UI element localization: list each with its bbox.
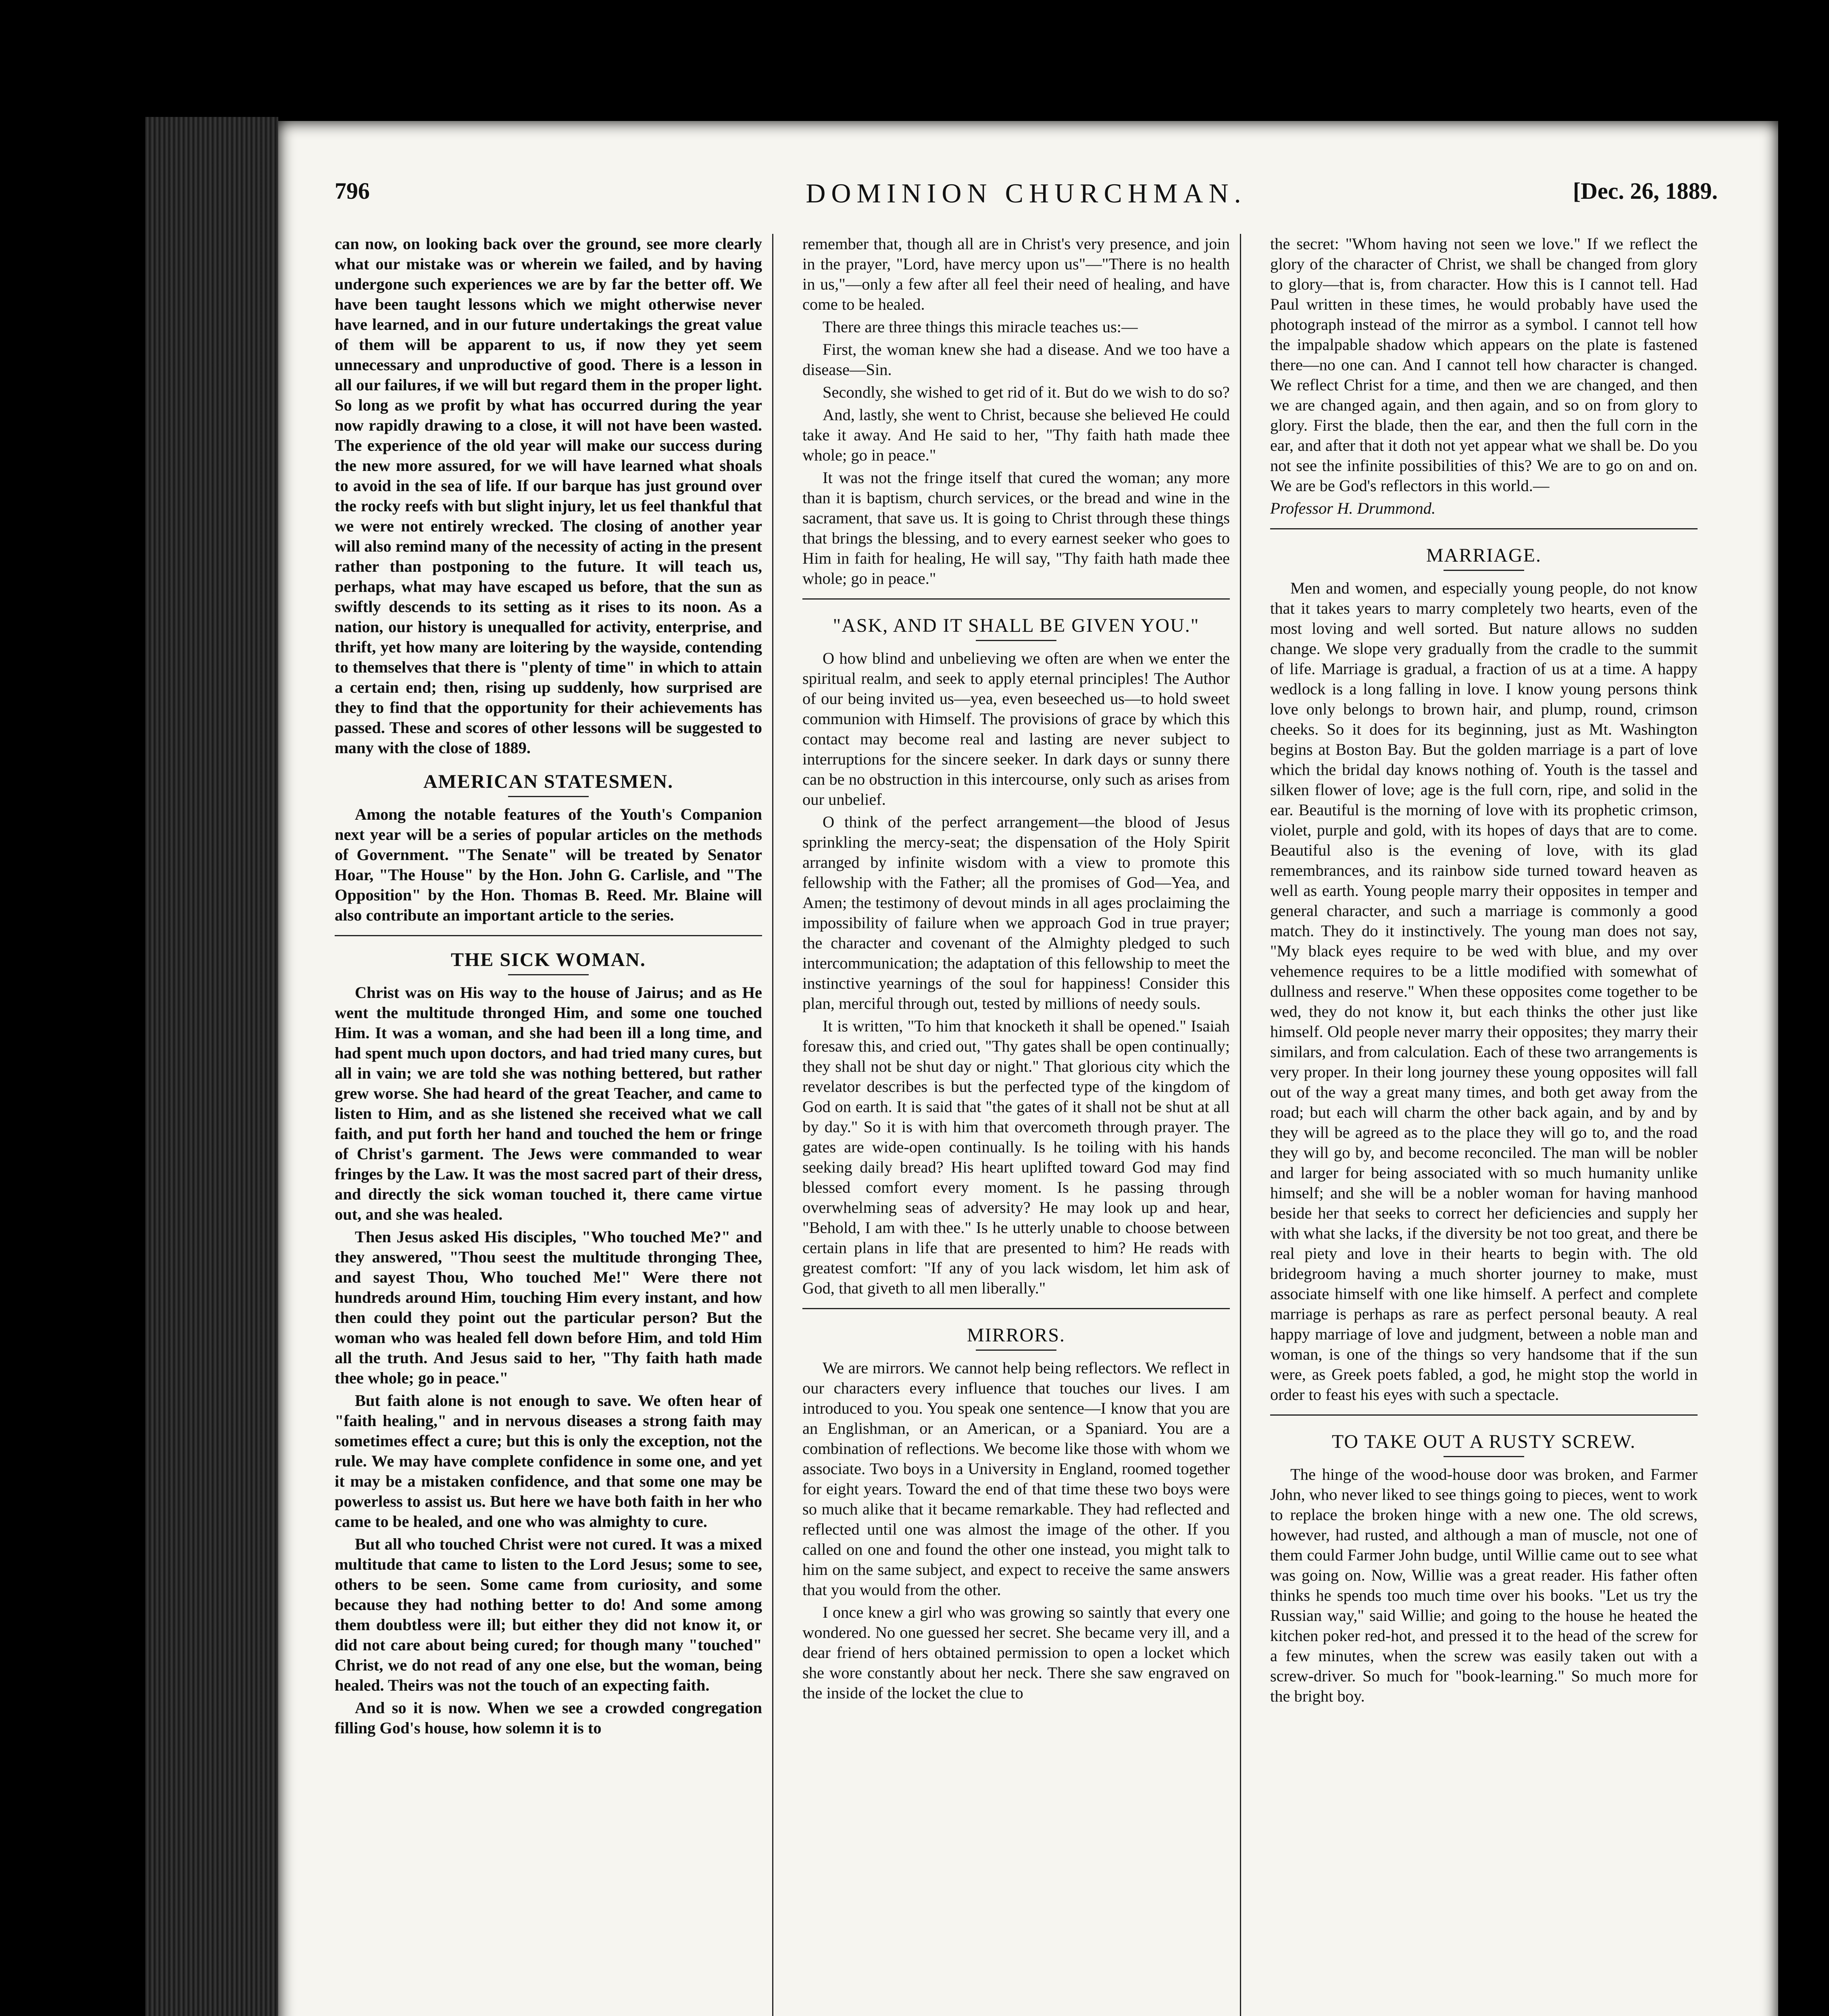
article-paragraph: I once knew a girl who was growing so saintly that every one wondered. No one guessed her secret. She became very ill, and a dear friend of hers obtained permission to open a locket which she wore constantly about her neck. There she saw engraved on the inside of the locket the clue to — [802, 1603, 1230, 1702]
article-paragraph: The hinge of the wood-house door was broken, and Farmer John, who never liked to see things going to pieces, went to work to replace the broken hinge with a new one. The old screws, however, had rusted, and although a man of muscle, not one of them could Farmer John budge, until Willie came out to see what was going on. Now, Willie was a great reader. His father often thinks he spends too much time over his books. "Let us try the Russian way," said Willie; and going to the house he heated the kitchen poker red-hot, and pressed it to the head of the screw for a few minutes, when the screw was easily taken out with a screw-driver. So much for "book-learning." So much more for the bright boy. — [1270, 1465, 1698, 1705]
page-number: 796 — [335, 178, 370, 204]
article-paragraph: Then Jesus asked His disciples, "Who touched Me?" and they answered, "Thou seest the multitude thronging Thee, and sayest Thou, Who touched Me!" Were there not hundreds around Him, touching Him every instant, and how then could they point out the particular person? But the woman who was healed fell down before Him, and told Him all the truth. And Jesus said to her, "Thy faith hath made thee whole; go in peace." — [335, 1228, 762, 1387]
article-paragraph: can now, on looking back over the ground, see more clearly what our mistake was or wherein we failed, and by having undergone such experiences we are by far the better off. We have been taught lessons which we might otherwise never have learned, and in our future undertakings the great value of them will be apparent to us, if now they yet seem unnecessary and unproductive of good. There is a lesson in all our failures, if we will but regard them in the proper light. So long as we profit by what has occurred during the year now rapidly drawing to a close, it will not have been wasted. The experience of the old year will make our success during the new more assured, for we will have learned what shoals to avoid in the sea of life. If our barque has just ground over the rocky reefs with but slight injury, let us feel thankful that we were not entirely wrecked. The closing of another year will also remind many of the necessity of acting in the present rather than postponing to the future. It will teach us, perhaps, what may have escaped us before, that the sun as swiftly descends to its setting as it rises to its noon. As a nation, our history is unequalled for activity, enterprise, and thrift, yet how many are loitering by the wayside, contending to themselves that there is "plenty of time" in which to attain a certain end; then, rising up suddenly, how surprised are they to find that the opportunity for their achievements has passed. These and scores of other lessons will be suggested to many with the close of 1889. — [335, 235, 762, 757]
column-rule — [772, 234, 773, 2016]
book-edge — [145, 117, 278, 2016]
divider — [976, 1350, 1056, 1351]
divider — [976, 640, 1056, 641]
article-paragraph: And, lastly, she went to Christ, because she believed He could take it away. And He said to her, "Thy faith hath made thee whole; go in peace." — [802, 406, 1230, 464]
article-paragraph: And so it is now. When we see a crowded congregation filling God's house, how solemn it is to — [335, 1699, 762, 1737]
heading-ask-and-it-shall-be-given: "ASK, AND IT SHALL BE GIVEN YOU." — [833, 615, 1200, 636]
divider — [508, 974, 589, 975]
article-paragraph: First, the woman knew she had a disease. And we too have a disease—Sin. — [802, 340, 1230, 379]
divider — [335, 935, 762, 936]
article-paragraph: But faith alone is not enough to save. We often hear of "faith healing," and in nervous diseases a strong faith may sometimes effect a cure; but this is only the exception, not the rule. We may have complete confidence in some one, and yet it may be a mistaken confidence, and that some one may be powerless to assist us. But here we have both faith in her who came to be healed, and one who was almighty to cure. — [335, 1391, 762, 1531]
article-paragraph: the secret: "Whom having not seen we love." If we reflect the glory of the character of Christ, we shall be changed from glory to glory—that is, from character. How this is I cannot tell. Had Paul written in these times, he would probably have used the photograph instead of the mirror as a symbol. I cannot tell how the impalpable shadow which appears on the plate is fastened there—no one can. And I cannot tell how character is changed. We reflect Christ for a time, and then we are changed, and then we are changed again, and then again, and so on from glory to glory. First the blade, then the ear, and then the full corn in the ear, and after that it doth not yet appear what we shall be. Do you not see the infinite possibilities of this? We are to go on and on. We are be God's reflectors in this world.— — [1270, 235, 1698, 495]
divider — [1444, 1456, 1524, 1457]
article-paragraph: But all who touched Christ were not cured. It was a mixed multitude that came to listen to the Lord Jesus; some to see, others to be seen. Some came from curiosity, and some because they had nothing better to do! And some among them doubtless were ill; but either they did not know it, or did not care about being cured; for though many "touched" Christ, we do not read of any one else, but the woman, being healed. Theirs was not the touch of an expecting faith. — [335, 1535, 762, 1694]
article-paragraph: There are three things this miracle teaches us:— — [823, 318, 1138, 336]
heading-american-statesmen: AMERICAN STATESMEN. — [423, 771, 674, 792]
newspaper-page — [278, 121, 1778, 2016]
article-paragraph: Secondly, she wished to get rid of it. But do we wish to do so? — [823, 383, 1230, 401]
masthead-title: DOMINION CHURCHMAN. — [806, 178, 1247, 208]
divider — [1444, 570, 1524, 571]
article-paragraph: remember that, though all are in Christ's very presence, and join in the prayer, "Lord, have mercy upon us"—"There is no health in us,"—only a few after all feel their need of healing, and have come to be healed. — [802, 235, 1230, 313]
column-rule — [1240, 234, 1241, 2016]
issue-date: [Dec. 26, 1889. — [1573, 178, 1718, 204]
article-paragraph: Men and women, and especially young people, do not know that it takes years to marry completely two hearts, even of the most loving and well sorted. But nature allows no sudden change. We slope very gradually from the cradle to the summit of life. Marriage is gradual, a fraction of us at a time. A happy wedlock is a long falling in love. I know young persons think love only belongs to brown hair, and plump, round, crimson cheeks. So it does for its beginning, just as Mt. Washington begins at Boston Bay. But the golden marriage is a part of love which the bridal day knows nothing of. Youth is the tassel and silken flower of love; age is the full corn, ripe, and solid in the ear. Beautiful is the morning of love with its prophetic crimson, violet, purple and gold, with its hopes of days that are to come. Beautiful also is the evening of love, with its glad remembrances, and its rainbow side turned toward heaven as well as earth. Young people marry their opposites in temper and general character, and such a marriage is commonly a good match. They do it instinctively. The young man does not say, "My black eyes require to be wed with blue, and my over vehemence requires to be a little modified with somewhat of dullness and reserve." When these opposites come together to be wed, they do not know it, but each thinks the other just like himself. Old people never marry their opposites; they marry their similars, and from calculation. Each of these two arrangements is very proper. In their long journey these young opposites will fall out of the way a great many times, and both get away from the road; but each will charm the other back again, and by and by they will be agreed as to the place they will go to, and the road they will go by, and become reconciled. The man will be nobler and larger for being associated with so much humanity unlike himself; and she will be a nobler woman for having manhood beside her that seeks to correct her deficiencies and supply her with what she lacks, if the diversity be not too great, and there be real piety and love in their hearts to begin with. The old bridegroom having a much shorter journey to make, must associate himself with one like himself. A perfect and complete marriage is perhaps as rare as perfect personal beauty. A real happy marriage of love and judgment, between a noble man and woman, is one of the things so very handsome that if the sun were, as Greek poets fabled, a god, he might stop the world in order to feast his eyes with such a spectacle. — [1270, 579, 1698, 1404]
attribution: Professor H. Drummond. — [1270, 499, 1436, 517]
heading-sick-woman: THE SICK WOMAN. — [451, 949, 646, 971]
article-paragraph: It was not the fringe itself that cured the woman; any more than it is baptism, church services, or the bread and wine in the sacrament, that save us. It is going to Christ through these things that brings the blessing, and to every earnest seeker who goes to Him in faith for healing, He will say, "Thy faith hath made thee whole; go in peace." — [802, 469, 1230, 587]
column-1 — [335, 234, 762, 2016]
divider — [1270, 528, 1698, 529]
divider — [802, 598, 1230, 600]
column-3 — [1270, 234, 1698, 2016]
divider — [802, 1308, 1230, 1309]
column-2 — [802, 234, 1230, 2016]
article-paragraph: Christ was on His way to the house of Jairus; and as He went the multitude thronged Him, and some one touched Him. It was a woman, and she had been ill a long time, and had spent much upon doctors, and had tried many cures, but all in vain; we are told she was nothing bettered, but rather grew worse. She had heard of the great Teacher, and came to listen to Him, and as she listened she received what we call faith, and put forth her hand and touched the hem or fringe of Christ's garment. The Jews were commanded to wear fringes by the Law. It was the most sacred part of their dress, and directly the sick woman touched it, there came virtue out, and she was healed. — [335, 983, 762, 1223]
article-paragraph: Among the notable features of the Youth's Companion next year will be a series of popular articles on the methods of Government. "The Senate" will be treated by Senator Hoar, "The House" by the Hon. John G. Carlisle, and "The Opposition" by the Hon. Thomas B. Reed. Mr. Blaine will also contribute an important article to the series. — [335, 805, 762, 924]
article-paragraph: We are mirrors. We cannot help being reflectors. We reflect in our characters every influence that touches our lives. I am introduced to you. You speak one sentence—I know that you are an Englishman, or an American, or a Spaniard. You are a combination of reflections. We become like those with whom we associate. Two boys in a University in England, roomed together for eight years. Toward the end of that time these two boys were so much alike that it became remarkable. They had reflected and reflected until one was almost the image of the other. If you called on one and found the other one instead, you might talk to him on the same subject, and expect to receive the same answers that you would from the other. — [802, 1359, 1230, 1599]
article-paragraph: O think of the perfect arrangement—the blood of Jesus sprinkling the mercy-seat; the dispensation of the Holy Spirit arranged by infinite wisdom with a view to promote this fellowship with the Father; all the promises of God—Yea, and Amen; the testimony of devout minds in all ages proclaiming the impossibility of failure when we approach God in true prayer; the character and covenant of the Almighty pledged to such intercommunication; the adaptation of this fellowship to meet the instinctive yearnings of the soul for happiness! Consider this plan, merciful through out, tested by millions of needy souls. — [802, 813, 1230, 1012]
divider — [1270, 1414, 1698, 1416]
page-header — [335, 177, 1718, 218]
article-paragraph: O how blind and unbelieving we often are when we enter the spiritual realm, and seek to apply eternal principles! The Author of our being invited us—yea, even beseeched us—to hold sweet communion with Himself. The provisions of grace by which this contact may become real and lasting are never subject to interruptions for the sincere seeker. In dark days or sunny there can be no obstruction in this intercourse, only such as arises from our unbelief. — [802, 649, 1230, 808]
article-paragraph: It is written, "To him that knocketh it shall be opened." Isaiah foresaw this, and cried out, "Thy gates shall be open continually; they shall not be shut day or night." That glorious city which the revelator describes is but the perfected type of the kingdom of God on earth. It is said that "the gates of it shall not be shut at all by day." So it is with him that overcometh through prayer. The gates are wide-open continually. Is he toiling with his hands seeking daily bread? His heart uplifted toward God may find blessed comfort every moment. Is he passing through overwhelming seas of adversity? He may look up and hear, "Behold, I am with thee." Is he utterly unable to choose between certain plans in life that are presented to him? He reads with greatest comfort: "If any of you lack wisdom, let him ask of God, that giveth to all men liberally." — [802, 1017, 1230, 1297]
heading-rusty-screw: TO TAKE OUT A RUSTY SCREW. — [1331, 1431, 1636, 1452]
heading-mirrors: MIRRORS. — [967, 1325, 1066, 1346]
heading-marriage: MARRIAGE. — [1426, 545, 1542, 566]
divider — [508, 796, 589, 797]
